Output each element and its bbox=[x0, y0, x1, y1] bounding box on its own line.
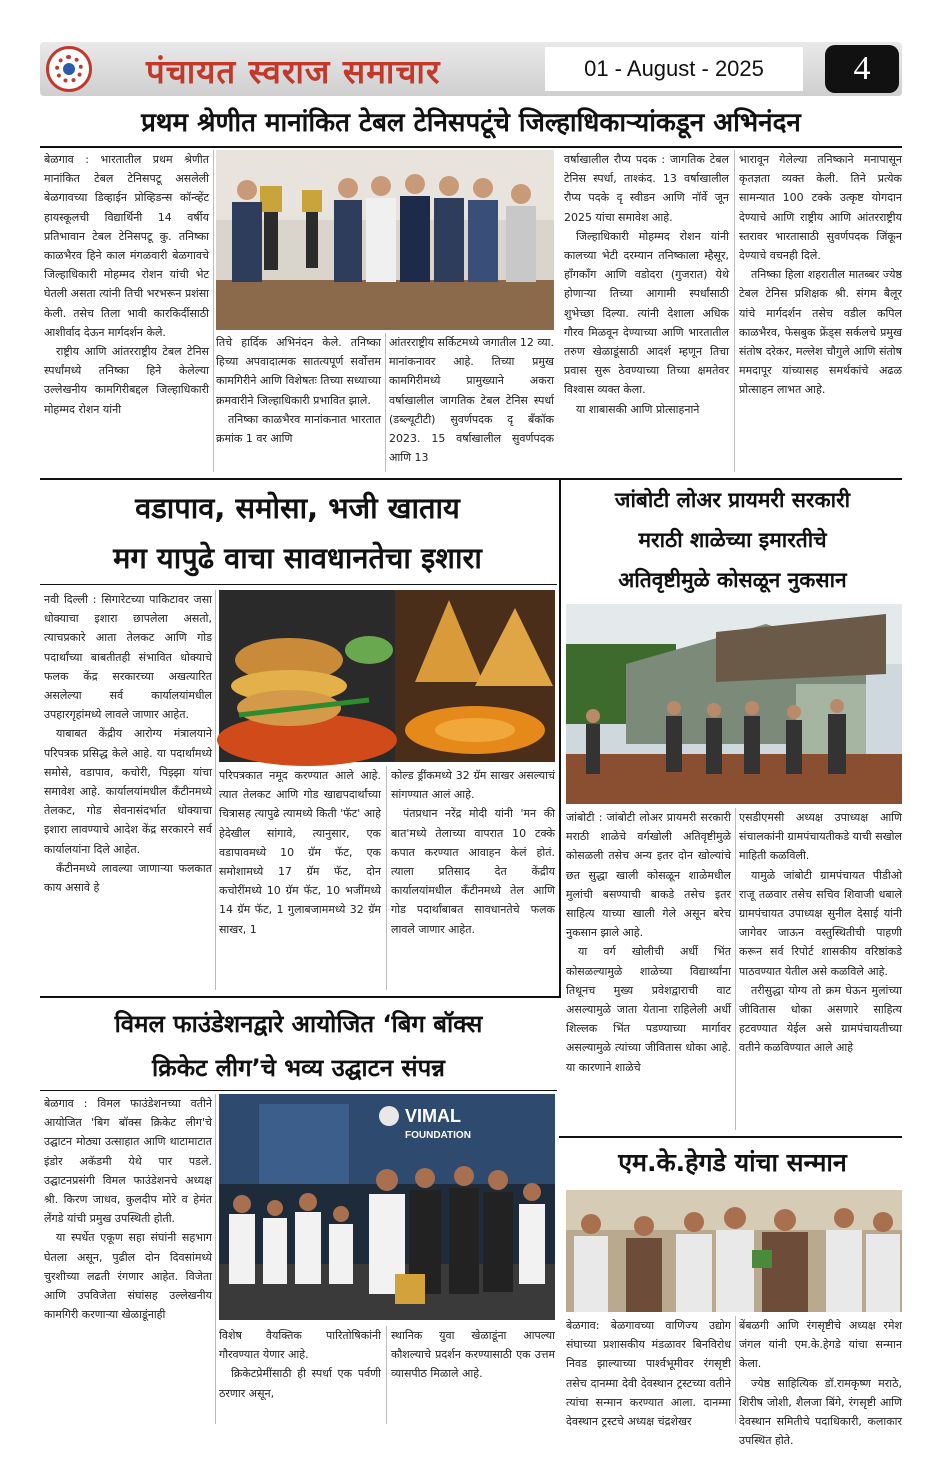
article3-column-2: एसडीएमसी अध्यक्ष उपाध्यक्ष आणि संचालकांनी ग्रामपंचायतीकडे याची सखोल माहिती कळविली. यामुळे जांबोटी ग्रामपंचायत पीडीओ राजू तळवार तसेच सचिव शिवाजी धबाले ग्रामपंचायत उपाध्यक्ष सुनील देसाई यांनी जागेवर जाऊन वस्तुस्थितीची पाहणी करून सर्व रिपोर्ट शासकीय वरिष्ठांकडे पाठवण्यात येतील असे कळविले आहे. तरीसुद्धा योग्य तो क्रम घेऊन मुलांच्या जीवितास धोका असणारे साहित्य हटवण्यात येईल असे ग्रामपंचायतीच्या वतीने कळविण्यात आले आहे bbox=[739, 811, 902, 1055]
page-number: 4 bbox=[825, 45, 899, 93]
article5-felicitation-photo bbox=[566, 1190, 902, 1312]
article5-column-1: बेळगाव: बेळगावच्या वाणिज्य उद्योग संघाच्या प्रशासकीय मंडळावर बिनविरोध निवड झाल्याच्या पार्श्वभूमीवर रंगसृष्टी तसेच दानम्मा देवी देवस्थान ट्रस्टच्या वतीने त्यांचा सन्मान करण्यात आला. दानम्मा देवस्थान ट्रस्टचे अध्यक्ष चंद्रशेखर bbox=[566, 1319, 731, 1429]
column-separator bbox=[386, 1326, 387, 1424]
article4-column-3: स्थानिक युवा खेळाडूंना आपल्या कौशल्याचे प्रदर्शन करण्यासाठी एक उत्तम व्यासपीठ मिळाले आहे. bbox=[391, 1329, 555, 1381]
article4-headline-line-1: विमल फाउंडेशनद्वारे आयोजित ‘बिग बॉक्स bbox=[114, 1010, 483, 1038]
divider bbox=[40, 584, 557, 585]
divider bbox=[40, 1090, 557, 1091]
article1-headline: प्रथम श्रेणीत मानांकित टेबल टेनिसपटूंचे जिल्हाधिकाऱ्यांकडून अभिनंदन bbox=[141, 108, 801, 138]
article3-column-1: जांबोटी : जांबोटी लोअर प्रायमरी सरकारी मराठी शाळेचे वर्गखोली अतिवृष्टीमुळे कोसळली तसेच अन्य इतर दोन खोल्यांचे छत सुद्धा खाली कोसळून शाळेमधील मुलांची बसण्याची बाकडे तसेच इतर साहित्य याच्या खाली गेले असून बरेच नुकसान झाले आहे. या वर्ग खोलीची अर्धी भिंत कोसळल्यामुळे शाळेच्या विद्यार्थ्यांना तिथूनच मुख्य प्रवेशद्वाराची वाट असल्यामुळे जाता येताना राहिलेली अर्धी शिल्लक भिंत पडण्याच्या मार्गावर असल्यामुळे त्यांच्या जीवितास धोका आहे. या कारणाने शाळेचे bbox=[566, 811, 731, 1074]
column-separator bbox=[213, 150, 214, 472]
column-separator bbox=[215, 590, 216, 990]
article4-headline-line-2: क्रिकेट लीग’चे भव्य उद्घाटन संपन्न bbox=[152, 1054, 445, 1082]
article3-headline-line-1: जांबोटी लोअर प्रायमरी सरकारी bbox=[614, 488, 851, 512]
newspaper-title: पंचायत स्वराज समाचार bbox=[146, 52, 441, 91]
article2-column-1: नवी दिल्ली : सिगारेटच्या पाकिटावर जसा धोक्याचा इशारा छापलेला असतो, त्याचप्रकारे आता तेलकट आणि गोड पदार्थांच्या बाबतीतही संभावित धोक्याचे फलक केंद्र सरकारच्या अखत्यारित असलेल्या सर्व कार्यालयांमधील उपहारगृहांमध्ये लावले जाणार आहेत. याबाबत केंद्रीय आरोग्य मंत्रालयाने परिपत्रक प्रसिद्ध केले आहे. या पदार्थांमध्ये समोसे, वडापाव, कचोरी, पिझ्झा यांचा समावेश आहे. कार्यालयांमधील कँटीनमध्ये तेलकट, गोड सेवनासंदर्भात धोक्याचा इशारा लावण्याचे आदेश केंद्र सरकारने सर्व कार्यालयांना दिले आहेत. कँटीनमध्ये लावल्या जाणाऱ्या फलकात काय असावे हे bbox=[44, 593, 212, 895]
column-separator bbox=[386, 766, 387, 990]
divider bbox=[40, 146, 902, 148]
column-separator bbox=[215, 1094, 216, 1424]
article5-headline: एम.के.हेगडे यांचा सन्मान bbox=[618, 1148, 847, 1177]
article3-headline-line-2: मराठी शाळेच्या इमारतीचे bbox=[638, 528, 827, 552]
article1-column-5: भारावून गेलेल्या तनिष्काने मनापासून कृतज्ञता व्यक्त केली. तिने प्रत्येक सामन्यात 100 टक्के उत्कृष्ट योगदान देण्याचे आणि राष्ट्रीय आणि आंतरराष्ट्रीय स्तरावर भारतासाठी सुवर्णपदक जिंकून देण्याचे वचनही दिले. तनिष्का हिला शहरातील मातब्बर ज्येष्ठ टेबल टेनिस प्रशिक्षक श्री. संगम बैलूर यांचे मार्गदर्शन तसेच वडील कपिल काळभैरव, फेसबुक फ्रेंड्स सर्कलचे प्रमुख संतोष दरेकर, मल्लेश चौगुले आणि संतोष ममदापूर यांच्यासह समर्थकांचे अढळ प्रोत्साहन लाभत आहे. bbox=[739, 153, 902, 397]
article2-column-3: कोल्ड ड्रींकमध्ये 32 ग्रॅम साखर असल्याचं सांगण्यात आलं आहे. पंतप्रधान नरेंद्र मोदी यांनी 'मन की बात'मध्ये तेलाच्या वापरात 10 टक्के कपात करण्यात आवाहन केलं होतं. त्याला प्रतिसाद देत केंद्रीय कार्यालयांमधील कँटीनमध्ये तेल आणि गोड पदार्थांबाबत सावधानतेचे फलक लावले जाणार आहेत. bbox=[391, 769, 555, 936]
article2-column-2: परिपत्रकात नमूद करण्यात आले आहे. त्यात तेलकट आणि गोड खाद्यपदार्थांच्या चित्रासह त्यापुढे त्यामध्ये किती 'फॅट' आहे हेदेखील सांगावे, त्यानुसार, एक वडापावमध्ये 10 ग्रॅम फॅट, एक समोशामध्ये 17 ग्रॅम फॅट, दोन कचोरींमध्ये 10 ग्रॅम फॅट, 10 भजींमध्ये 14 ग्रॅम फॅट, 1 गुलाबजाममध्ये 32 ग्रॅम साखर, 1 bbox=[219, 769, 381, 936]
article1-column-4: वर्षाखालील रौप्य पदक : जागतिक टेबल टेनिस स्पर्धा, ताश्कंद. 13 वर्षाखालील रौप्य पदके दृ स्वीडन आणि नॉर्वे जून 2025 यांचा समावेश आहे. जिल्हाधिकारी मोहम्मद रोशन यांनी कालच्या भेटी दरम्यान तनिष्काला म्हैसूर, हाँगकाँग आणि वडोदरा (गुजरात) येथे होणाऱ्या तिच्या आगामी स्पर्धांसाठी शुभेच्छा दिल्या. त्यांनी देशाला अधिक गौरव मिळवून देण्याच्या आणि भारतातील तरुण खेळाडूंसाठी आदर्श म्हणून तिचा प्रवास सुरू ठेवण्याच्या तिच्या क्षमतेवर विश्वास व्यक्त केला. या शाबासकी आणि प्रोत्साहनाने bbox=[564, 153, 729, 416]
article3-headline-line-3: अतिवृष्टीमुळे कोसळून नुकसान bbox=[618, 568, 847, 592]
article2-food-photo bbox=[219, 590, 555, 762]
column-separator bbox=[735, 808, 736, 1130]
column-separator bbox=[734, 150, 735, 472]
article4-column-1: बेळगाव : विमल फाउंडेशनच्या वतीने आयोजित 'बिग बॉक्स क्रिकेट लीग'चे उद्घाटन मोठ्या उत्साहात आणि थाटामाटात इंडोर अकॅडमी येथे पार पडले. उद्घाटनप्रसंगी विमल फाउंडेशनचे अध्यक्ष श्री. किरण जाधव, कुलदीप मोरे व हेमंत लेंगडे यांची प्रमुख उपस्थिती होती. या स्पर्धेत एकूण सहा संघांनी सहभाग घेतला असून, पुढील दोन दिवसांमध्ये चुरशीच्या लढती रंगणार आहेत. विजेता आणि उपविजेता संघांसह उल्लेखनीय कामगिरी करणाऱ्या खेळाडूंनाही bbox=[44, 1097, 212, 1322]
article5-column-2: बेंबळगी आणि रंगसृष्टीचे अध्यक्ष रमेश जंगल यांनी एम.के.हेगडे यांचा सन्मान केला. ज्येष्ठ साहित्यिक डॉ.रामकृष्ण मराठे, शिरीष जोशी, शैलजा बिंगे, रंगसृष्टी आणि देवस्थान समितीचे पदाधिकारी, कलाकार उपस्थित होते. bbox=[739, 1319, 902, 1448]
banner-logo-subtext: FOUNDATION bbox=[405, 1130, 471, 1141]
article4-cricket-event-photo bbox=[219, 1094, 555, 1320]
masthead bbox=[40, 42, 902, 96]
issue-date: 01 - August - 2025 bbox=[545, 47, 803, 91]
article2-headline-line-2: मग यापुढे वाचा सावधानतेचा इशारा bbox=[113, 541, 482, 575]
article2-headline-line-1: वडापाव, समोसा, भजी खाताय bbox=[135, 491, 460, 525]
article1-photo bbox=[216, 150, 554, 330]
article4-column-2: विशेष वैयक्तिक पारितोषिकांनी गौरवण्यात येणार आहे. क्रिकेटप्रेमींसाठी ही स्पर्धा एक पर्वणी ठरणार असून, bbox=[219, 1329, 381, 1400]
column-separator bbox=[735, 1316, 736, 1424]
column-separator bbox=[385, 333, 386, 472]
divider bbox=[559, 1136, 902, 1138]
emblem-icon bbox=[46, 46, 92, 92]
article1-column-3: आंतरराष्ट्रीय सर्किटमध्ये जगातील 12 व्या. मानांकनावर आहे. तिच्या प्रमुख कामगिरीमध्ये प्रामुख्याने अकरा वर्षाखालील जागतिक टेबल टेनिस स्पर्धा (डब्ल्यूटीटी) सुवर्णपदक दृ बँकॉक 2023. 15 वर्षाखालील सुवर्णपदक आणि 13 bbox=[389, 336, 554, 465]
article3-damaged-school-photo bbox=[566, 604, 902, 804]
article1-column-1: बेळगाव : भारतातील प्रथम श्रेणीत मानांकित टेबल टेनिसपटू असलेली बेळगावच्या डिव्हाईन प्रोव्हिडन्स कॉन्व्हेंट हायस्कूलची विद्यार्थिनी 14 वर्षीय प्रतिभावान टेबल टेनिसपटू कु. तनिष्का काळभैरव हिने काल मंगळवारी बेळगावचे जिल्हाधिकारी मोहम्मद रोशन यांची भेट घेतली असता त्यांनी तिची भरभरून प्रशंसा केली. तसेच तिला भावी कारकिर्दीसाठी आशीर्वाद देऊन मार्गदर्शन केले. राष्ट्रीय आणि आंतरराष्ट्रीय टेबल टेनिस स्पर्धांमध्ये तनिष्का हिने केलेल्या उल्लेखनीय कामगिरीबद्दल जिल्हाधिकारी मोहम्मद रोशन यांनी bbox=[44, 153, 209, 416]
divider bbox=[40, 996, 559, 998]
banner-logo-text: VIMAL bbox=[405, 1106, 461, 1126]
divider bbox=[559, 478, 561, 998]
article1-column-2: तिचे हार्दिक अभिनंदन केले. तनिष्का हिच्या अपवादात्मक सातत्यपूर्ण सर्वोत्तम कामगिरीने आणि विशेषतः तिच्या सध्याच्या क्रमवारीने जिल्हाधिकारी प्रभावित झाले. तनिष्का काळभैरव मानांकनात भारतात क्रमांक 1 वर आणि bbox=[216, 336, 381, 446]
